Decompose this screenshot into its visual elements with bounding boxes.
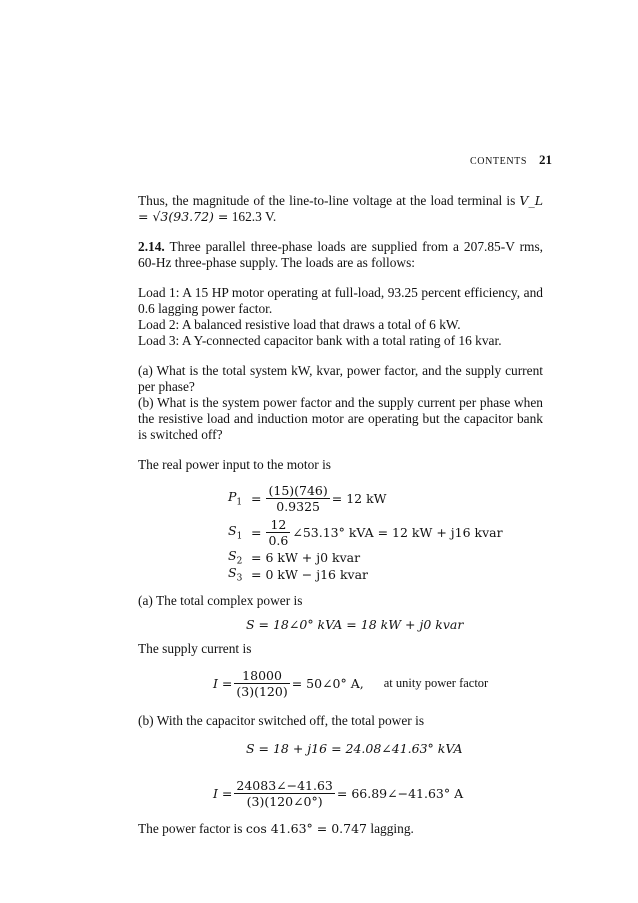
question-a: (a) What is the total system kW, kvar, power factor, and the supply current per phase? [138,363,543,394]
intro-math: V_L = √3(93.72) = [138,193,543,224]
question-b: (b) What is the system power factor and the supply current per phase when the resistive load and induction motor are operating but the capacitor bank is switched off? [138,395,543,442]
equation-s3: $S_3$ = 0 kW − j16 kvar [228,565,369,584]
page-header [470,152,552,168]
equation-block-loads [228,481,543,583]
intro-paragraph [138,193,543,225]
intro-result: 162.3 V. [231,209,277,224]
problem-text: Three parallel three-phase loads are supplied from a 207.85-V rms, 60-Hz three-phase supply. The loads are as follows: [138,239,543,270]
problem-statement [138,239,543,271]
equation-s-b: S = 18 + j16 = 24.08∠41.63° kVA [246,741,463,756]
equation-p1: $P_1$ = $\frac{(15)(746)}{0.9325}$ = 12 kW [228,482,387,514]
intro-text: Thus, the magnitude of the line-to-line voltage at the load terminal is [138,193,516,208]
equation-s-total: S = 18∠0° kVA = 18 kW + j0 kvar [246,617,464,632]
load-3: Load 3: A Y-connected capacitor bank with a total rating of 16 kvar. [138,333,502,348]
equation-i-a: I = $\frac{18000}{(3)(120)}$ = 50∠0° A, at unity power factor [213,667,489,699]
load-2: Load 2: A balanced resistive load that draws a total of 6 kW. [138,317,461,332]
page-number: 21 [539,152,553,167]
load-1: Load 1: A 15 HP motor operating at full-load, 93.25 percent efficiency, and 0.6 lagging power factor. [138,285,543,316]
equation-s2: $S_2$ = 6 kW + j0 kvar [228,548,361,567]
header-label: CONTENTS [470,156,528,167]
real-power-text: The real power input to the motor is [138,457,332,472]
problem-number: 2.14. [138,239,165,254]
equation-i-b: I = $\frac{24083\angle-41.63}{(3)(120\angle 0^\circ)}$ = 66.89∠−41.63° A [213,777,464,809]
equation-s1: $S_1$ = $\frac{12}{0.6}$ ∠53.13° kVA = 12 kW + j16 kvar [228,516,503,548]
supply-current-text: The supply current is [138,641,252,656]
power-factor-line: The power factor is cos 41.63° = 0.747 lagging. [138,821,414,836]
part-b-text: (b) With the capacitor switched off, the total power is [138,713,425,728]
part-a-text: (a) The total complex power is [138,593,303,608]
page-content [138,193,543,837]
